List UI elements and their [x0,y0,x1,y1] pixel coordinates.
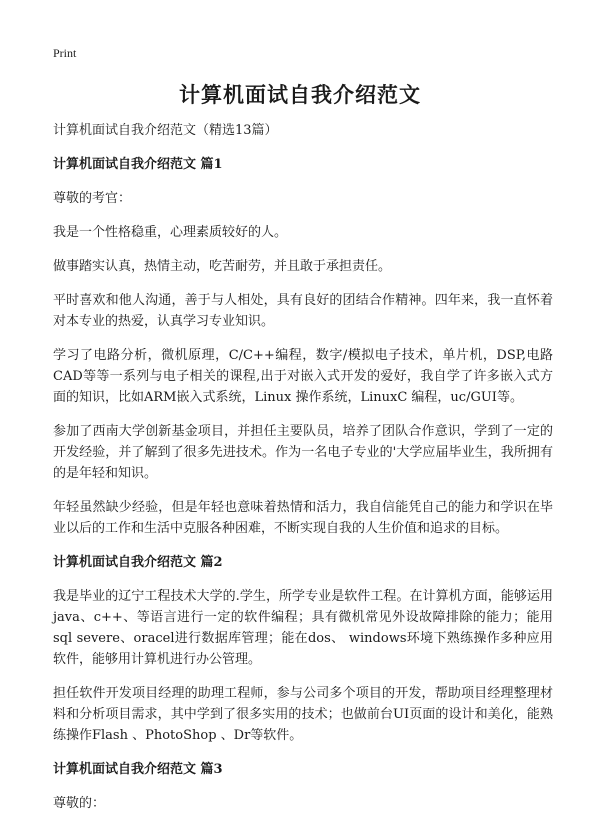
paragraph: 担任软件开发项目经理的助理工程师，参与公司多个项目的开发，帮助项目经理整理材料和分析项目需求，其中学到了很多实用的技术；也做前台UI页面的设计和美化，能熟练操作Flash 、PhotoShop 、Dr等软件。 [53,686,553,743]
paragraph: 尊敬的： [53,796,106,811]
section-heading: 计算机面试自我介绍范文 篇2 [53,555,223,570]
print-label[interactable]: Print [53,46,77,60]
paragraph: 做事踏实认真，热情主动，吃苦耐劳，并且敢于承担责任。 [53,259,392,274]
page-title: 计算机面试自我介绍范文 [179,82,421,107]
paragraph: 年轻虽然缺少经验，但是年轻也意味着热情和活力，我自信能凭自己的能力和学识在毕业以后的工作和生活中克服各种困难，不断实现自我的人生价值和追求的目标。 [53,500,553,536]
paragraph: 参加了西南大学创新基金项目，并担任主要队员，培养了团队合作意识，学到了一定的开发经验，并了解到了很多先进技术。作为一名电子专业的'大学应届毕业生，我所拥有的是年轻和知识。 [53,424,553,481]
paragraph: 我是毕业的辽宁工程技术大学的.学生，所学专业是软件工程。在计算机方面，能够运用java、c++、等语言进行一定的软件编程；具有微机常见外设故障排除的能力；能用sql severe、oracel进行数据库管理；能在dos、 windows环境下熟练操作多种应用软件，能够用计算机进行办公管理。 [53,589,553,667]
section-heading: 计算机面试自我介绍范文 篇1 [53,157,223,172]
paragraph: 平时喜欢和他人沟通，善于与人相处，具有良好的团结合作精神。四年来，我一直怀着对本专业的热爱，认真学习专业知识。 [53,293,553,329]
document-body [53,120,553,827]
section-heading: 计算机面试自我介绍范文 篇3 [53,762,223,777]
paragraph: 学习了电路分析，微机原理，C/C++编程，数字/模拟电子技术，单片机，DSP,电路CAD等等一系列与电子相关的课程,出于对嵌入式开发的爱好，我自学了许多嵌入式方面的知识，比如ARM嵌入式系统，Linux 操作系统，LinuxC 编程，uc/GUI等。 [53,348,553,405]
paragraph: 尊敬的考官： [53,191,132,206]
document-subtitle: 计算机面试自我介绍范文（精选13篇） [53,123,278,138]
paragraph: 我是一个性格稳重，心理素质较好的人。 [53,225,288,240]
